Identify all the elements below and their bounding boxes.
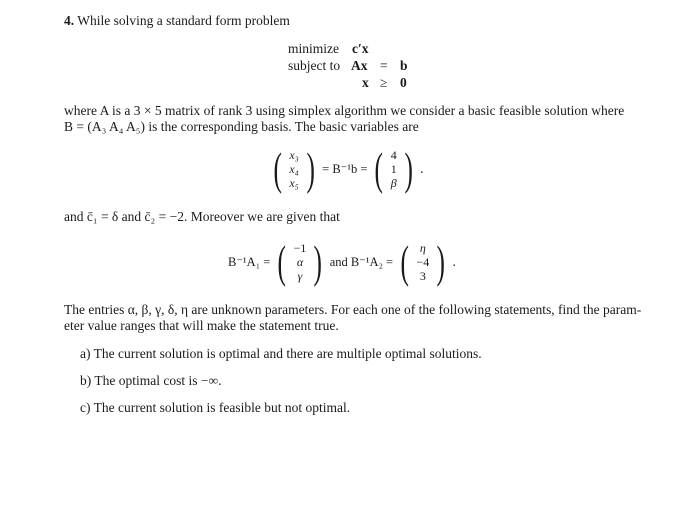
left-paren: ( (273, 143, 282, 194)
equation-basic-variables (268, 143, 425, 195)
equation-middle: and B⁻¹A₂ = (329, 255, 394, 269)
lp-minimize-label: minimize (288, 41, 339, 56)
paragraph-1-line-2: B = (A₃ A₄ A₅) is the corresponding basis. The basic variables are (64, 119, 419, 134)
vector-entry: 1 (390, 162, 397, 176)
lp-rhs1: b (400, 58, 408, 73)
lp-lhs2: x (362, 75, 369, 90)
vector-entry: x₅ (289, 176, 299, 190)
paragraph-3-line-2: eter value ranges that will make the statement true. (64, 318, 339, 333)
equation-tail: . (452, 254, 456, 269)
vector-entry: −1 (293, 241, 307, 255)
item-text: The optimal cost is −∞. (94, 373, 222, 388)
left-paren: ( (374, 143, 384, 194)
item-text: The current solution is optimal and there are multiple optimal solutions. (93, 346, 482, 361)
item-label: a) (80, 346, 91, 361)
equation-columns (226, 236, 458, 288)
lp-rhs2: 0 (400, 75, 407, 90)
paragraph-3-line-1: The entries α, β, γ, δ, η are unknown parameters. For each one of the following statements, find the param- (64, 302, 642, 317)
solution-vector (391, 148, 397, 190)
paragraph-2: and c̄₁ = δ and c̄₂ = −2. Moreover we are given that (64, 209, 340, 224)
vector-entry: x₃ (289, 148, 299, 162)
problem-intro: While solving a standard form problem (77, 13, 290, 28)
vector-entry: −4 (416, 255, 430, 269)
lp-rel2: ≥ (380, 75, 388, 90)
vector-entry: 3 (419, 269, 426, 283)
right-paren: ) (404, 143, 413, 194)
vector-entry: β (390, 176, 397, 190)
paragraph-1-line-1: where A is a 3 × 5 matrix of rank 3 using simplex algorithm we consider a basic feasible solution where (64, 103, 625, 118)
problem-heading (64, 12, 290, 29)
left-paren: ( (277, 236, 287, 287)
lp-subject-label: subject to (288, 58, 341, 73)
vector-entry: γ (297, 269, 303, 283)
item-text: The current solution is feasible but not optimal. (93, 400, 351, 415)
equation-tail: . (420, 161, 424, 176)
vector-entry: x₄ (289, 162, 299, 176)
left-paren: ( (400, 236, 409, 287)
equation-lhs1: B⁻¹A₁ = (228, 255, 271, 269)
problem-number: 4. (64, 13, 75, 28)
column-vector-1 (294, 241, 307, 283)
right-paren: ) (436, 236, 446, 287)
item-label: b) (80, 373, 92, 388)
vector-entry: α (296, 255, 304, 269)
equation-middle: = B⁻¹b = (322, 162, 368, 176)
basic-variable-vector (289, 148, 299, 190)
right-paren: ) (306, 143, 315, 194)
column-vector-2 (416, 241, 429, 283)
lp-lhs1: Ax (351, 58, 368, 73)
list-item (80, 372, 222, 389)
list-item (80, 345, 482, 362)
lp-rel1: = (380, 58, 388, 73)
list-item (80, 399, 350, 416)
right-paren: ) (313, 236, 323, 287)
item-label: c) (80, 400, 91, 415)
vector-entry: 4 (390, 148, 397, 162)
vector-entry: η (419, 241, 426, 255)
lp-objective: c′x (352, 41, 369, 56)
